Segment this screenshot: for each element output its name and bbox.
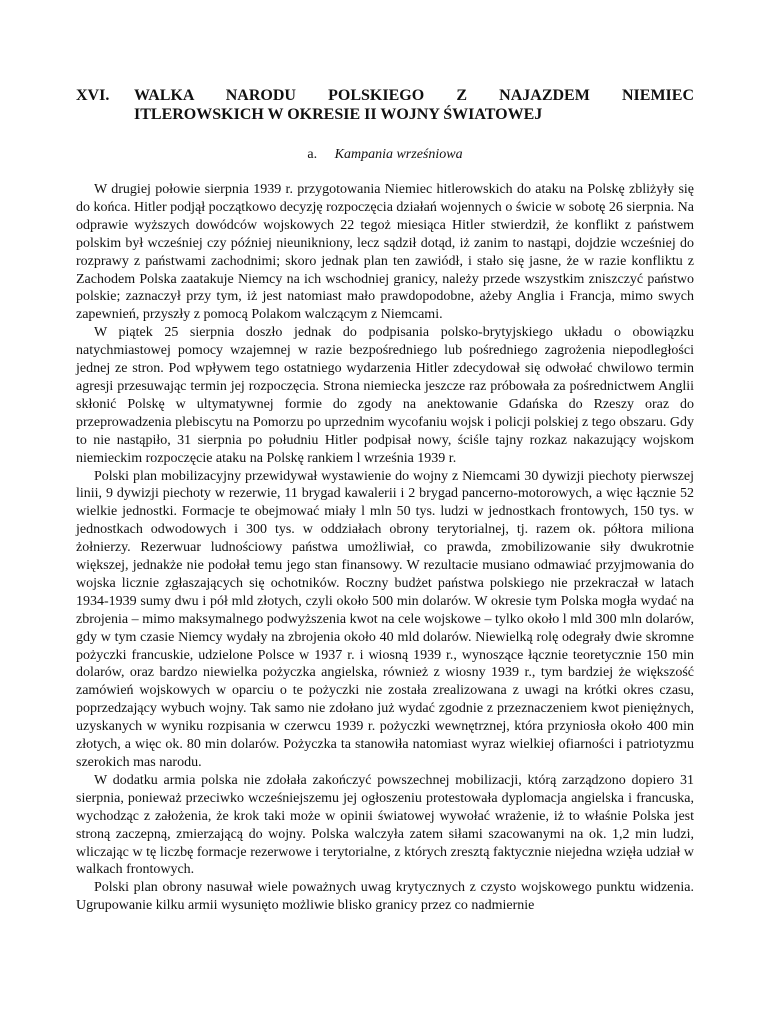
chapter-title: [134, 86, 694, 124]
paragraph-2: W piątek 25 sierpnia doszło jednak do podpisania polsko-brytyjskiego układu o obowiązku natychmiastowej pomocy wzajemnej w razie bezpośredniego lub pośredniego zagrożenia niepodległości jednej ze stron. Pod wpływem tego ostatniego wydarzenia Hitler zdecydował się odwołać chwilowo termin agresji przesuwając termin jej rozpoczęcia. Strona niemiecka jeszcze raz próbowała za pośrednictwem Anglii skłonić Polskę w ultymatywnej formie do zgody na anektowanie Gdańska do Rzeszy oraz do przeprowadzenia plebiscytu na Pomorzu po uprzednim wycofaniu wojsk i policji polskiej z tego obszaru. Gdy to nie nastąpiło, 31 sierpnia po południu Hitler podpisał nowy, ściśle tajny rozkaz nakazujący wojskom niemieckim rozpoczęcie ataku na Polskę rankiem l września 1939 r.: [76, 325, 694, 466]
chapter-title-line-2: ITLEROWSKICH W OKRESIE II WOJNY ŚWIATOWEJ: [134, 106, 543, 123]
section-heading: [76, 146, 694, 164]
paragraph-5: Polski plan obrony nasuwał wiele poważnych uwag krytycznych z czysto wojskowego punktu widzenia. Ugrupowanie kilku armii wysunięto możliwie blisko granicy przez co nadmiernie: [76, 880, 694, 914]
section-letter: a.: [307, 147, 318, 162]
section-title: Kampania wrześniowa: [334, 147, 463, 162]
paragraph-4: W dodatku armia polska nie zdołała zakończyć powszechnej mobilizacji, którą zarządzono dopiero 31 sierpnia, ponieważ przeciwko wcześniejszemu jej ogłoszeniu protestowała dyplomacja angielska i francuska, wychodząc z założenia, że krok taki może w opinii światowej wywołać wrażenie, iż to właśnie Polska jest stroną zaczepną, zmierzającą do wojny. Polska walczyła zatem siłami szacowanymi na ok. 1,2 min ludzi, wliczając w tę liczbę formacje rezerwowe i terytorialne, z których zresztą faktycznie niejedna wzięła udział w walkach frontowych.: [76, 772, 694, 878]
document-page: [76, 86, 694, 915]
chapter-number: XVI.: [76, 87, 110, 104]
chapter-heading: [76, 86, 694, 124]
paragraph-3: Polski plan mobilizacyjny przewidywał wystawienie do wojny z Niemcami 30 dywizji piechoty pierwszej linii, 9 dywizji piechoty w rezerwie, 11 brygad kawalerii i 2 brygad pancerno-motorowych, a więc łącznie 52 wielkie jednostki. Formacje te obejmować miały l mln 50 tys. ludzi w jednostkach frontowych, 150 tys. w jednostkach odwodowych i 300 tys. w oddziałach obrony terytorialnej, tj. razem ok. półtora miliona żołnierzy. Rezerwuar ludnościowy państwa umożliwiał, co prawda, zmobilizowanie siły dwukrotnie większej, jednakże nie podołał temu jego stan finansowy. W rezultacie musiano odmawiać przyjmowania do wojska licznie zgłaszających się ochotników. Roczny budżet państwa polskiego nie przekraczał w latach 1934-1939 sumy dwu i pół mld złotych, czyli około 500 min dolarów. W okresie tym Polska mogła wydać na zbrojenia – mimo maksymalnego podwyższenia kwot na cele wojskowe – tylko około l mld 300 mln dolarów, gdy w tym czasie Niemcy wydały na zbrojenia około 40 mld dolarów. Niewielką rolę odegrały dwie skromne pożyczki francuskie, udzielone Polsce w 1937 r. i wiosną 1939 r., wynoszące łącznie teoretycznie 150 min dolarów, oraz bardzo niewielka pożyczka angielska, również z wiosny 1939 r., tym bardziej że większość zamówień wojskowych w oparciu o te pożyczki nie została zrealizowana z uwagi na krótki okres czasu, poprzedzający wybuch wojny. Tak samo nie zdołano już wydać zgodnie z przeznaczeniem kwot pieniężnych, uzyskanych w wyniku rozpisania w czerwcu 1939 r. pożyczki wewnętrznej, która przyniosła około 400 min złotych, a więc ok. 80 min dolarów. Pożyczka ta stanowiła natomiast wyraz wielkiej ofiarności i patriotyzmu szerokich mas narodu.: [76, 468, 694, 770]
chapter-title-line-1: WALKA NARODU POLSKIEGO Z NAJAZDEM NIEMIEC: [134, 87, 694, 104]
paragraph-1: W drugiej połowie sierpnia 1939 r. przygotowania Niemiec hitlerowskich do ataku na Polskę zbliżyły się do końca. Hitler podjął początkowo decyzję rozpoczęcia działań wojennych o świcie w sobotę 26 sierpnia. Na odprawie wyższych dowódców wojskowych 22 tegoż miesiąca Hitler stwierdził, że konflikt z państwem polskim był wcześniej czy później nieunikniony, lecz sądził dotąd, iż zanim to nastąpi, dojdzie wcześniej do rozprawy z państwami zachodnimi; skoro jednak plan ten zawiódł, i stało się jasne, że w razie konfliktu z Zachodem Polska zaatakuje Niemcy na ich wschodniej granicy, należy przede wszystkim zniszczyć państwo polskie; zaznaczył przy tym, iż jest natomiast mało prawdopodobne, ażeby Anglia i Francja, mimo swych zapewnień, przyszły z pomocą Polakom walczącym z Niemcami.: [76, 182, 694, 323]
